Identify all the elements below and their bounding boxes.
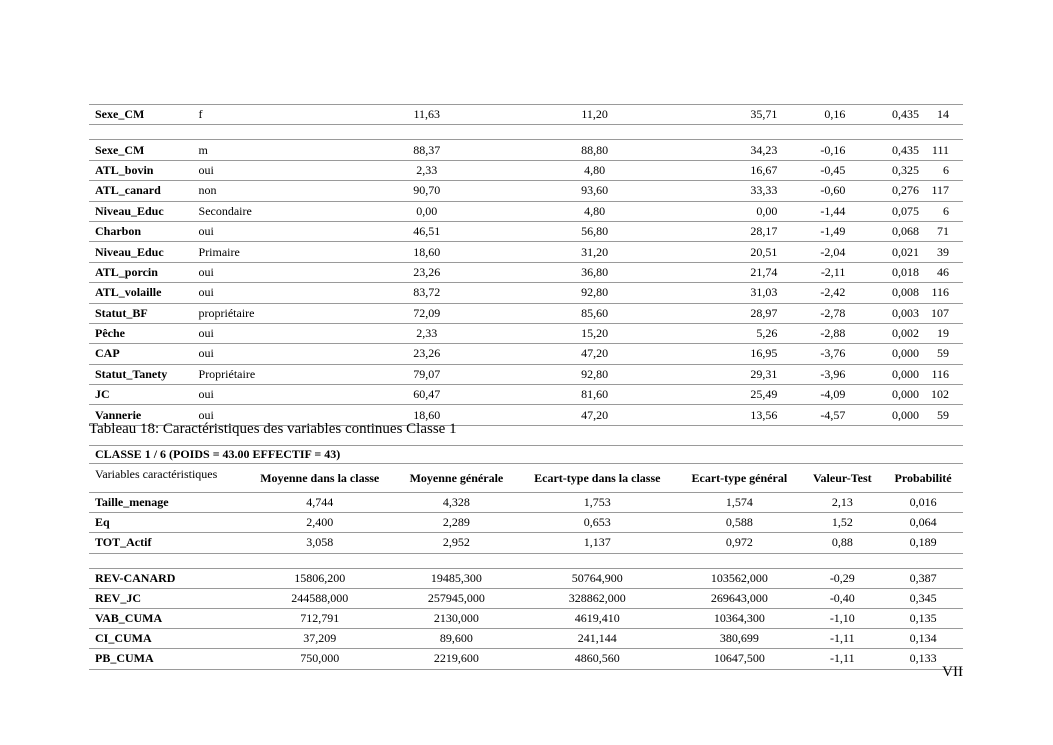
variable-name: Niveau_Educ bbox=[89, 242, 193, 262]
table-cell: 0,000 bbox=[851, 364, 925, 384]
table-cell: m bbox=[193, 140, 380, 160]
table-cell: 2,13 bbox=[802, 493, 884, 513]
table-cell: 117 bbox=[925, 181, 963, 201]
variable-name: Sexe_CM bbox=[89, 140, 193, 160]
variable-name: ATL_bovin bbox=[89, 160, 193, 180]
modalities-table bbox=[89, 104, 963, 426]
table-cell: 35,71 bbox=[715, 105, 783, 125]
table-cell: 28,17 bbox=[715, 221, 783, 241]
table-cell: 89,600 bbox=[395, 629, 517, 649]
table-cell: 33,33 bbox=[715, 181, 783, 201]
variable-name: TOT_Actif bbox=[89, 533, 244, 553]
table-cell: oui bbox=[193, 160, 380, 180]
variable-name: Sexe_CM bbox=[89, 105, 193, 125]
table-row bbox=[89, 533, 963, 553]
variable-name: ATL_volaille bbox=[89, 283, 193, 303]
table-cell: 29,31 bbox=[715, 364, 783, 384]
table-row bbox=[89, 649, 963, 669]
table-cell: 88,80 bbox=[474, 140, 715, 160]
table-cell: 0,075 bbox=[851, 201, 925, 221]
table-cell: 0,189 bbox=[883, 533, 963, 553]
table-cell: non bbox=[193, 181, 380, 201]
table-row bbox=[89, 588, 963, 608]
table-row bbox=[89, 283, 963, 303]
table-cell: 0,134 bbox=[883, 629, 963, 649]
table-row bbox=[89, 513, 963, 533]
table-cell: Propriétaire bbox=[193, 364, 380, 384]
table-cell: 4619,410 bbox=[517, 608, 677, 628]
table-cell: -2,04 bbox=[783, 242, 851, 262]
class-label: CLASSE 1 / 6 (POIDS = 43.00 EFFECTIF = 43) bbox=[89, 446, 963, 464]
table-cell: 47,20 bbox=[474, 344, 715, 364]
variable-name: REV-CANARD bbox=[89, 568, 244, 588]
table-cell: 18,60 bbox=[379, 242, 474, 262]
table-cell: 0,068 bbox=[851, 221, 925, 241]
table-cell: 15806,200 bbox=[244, 568, 395, 588]
variable-name: Eq bbox=[89, 513, 244, 533]
table-cell: f bbox=[193, 105, 380, 125]
table-cell: 4,328 bbox=[395, 493, 517, 513]
table-cell: 750,000 bbox=[244, 649, 395, 669]
table-cell: 2219,600 bbox=[395, 649, 517, 669]
variable-name: REV_JC bbox=[89, 588, 244, 608]
table-cell: 107 bbox=[925, 303, 963, 323]
table-row bbox=[89, 201, 963, 221]
table-cell: -0,60 bbox=[783, 181, 851, 201]
table-cell: 4860,560 bbox=[517, 649, 677, 669]
table-cell: 116 bbox=[925, 283, 963, 303]
variable-name: PB_CUMA bbox=[89, 649, 244, 669]
table-row bbox=[89, 262, 963, 282]
table-cell: 21,74 bbox=[715, 262, 783, 282]
table-row bbox=[89, 385, 963, 405]
table-row bbox=[89, 221, 963, 241]
table-cell: 16,95 bbox=[715, 344, 783, 364]
variable-name: Pêche bbox=[89, 323, 193, 343]
table-cell: 4,744 bbox=[244, 493, 395, 513]
table-cell: 0,133 bbox=[883, 649, 963, 669]
spacer-row bbox=[89, 125, 963, 140]
table-cell: 19 bbox=[925, 323, 963, 343]
spacer-cell bbox=[89, 553, 963, 568]
table-cell: 47,20 bbox=[474, 405, 715, 425]
table-cell: -1,11 bbox=[802, 649, 884, 669]
table-cell: 0,000 bbox=[851, 405, 925, 425]
table-cell: 20,51 bbox=[715, 242, 783, 262]
table-cell: 1,137 bbox=[517, 533, 677, 553]
table-cell: 93,60 bbox=[474, 181, 715, 201]
table-cell: 31,03 bbox=[715, 283, 783, 303]
table-cell: 0,003 bbox=[851, 303, 925, 323]
table-cell: 13,56 bbox=[715, 405, 783, 425]
table-cell: 269643,000 bbox=[677, 588, 801, 608]
variable-name: CI_CUMA bbox=[89, 629, 244, 649]
variable-name: Charbon bbox=[89, 221, 193, 241]
table-cell: 111 bbox=[925, 140, 963, 160]
table-cell: oui bbox=[193, 344, 380, 364]
table-cell: 241,144 bbox=[517, 629, 677, 649]
table-cell: -2,78 bbox=[783, 303, 851, 323]
column-header: Variables caractéristiques bbox=[89, 464, 244, 493]
table-cell: 0,002 bbox=[851, 323, 925, 343]
variable-name: CAP bbox=[89, 344, 193, 364]
continuous-variables-table bbox=[89, 445, 963, 670]
table-cell: -0,45 bbox=[783, 160, 851, 180]
table-cell: 36,80 bbox=[474, 262, 715, 282]
table-cell: 0,000 bbox=[851, 385, 925, 405]
table-cell: 0,653 bbox=[517, 513, 677, 533]
table-cell: 2,400 bbox=[244, 513, 395, 533]
table-cell: 6 bbox=[925, 201, 963, 221]
variable-name: Taille_menage bbox=[89, 493, 244, 513]
table-cell: 0,16 bbox=[783, 105, 851, 125]
table-cell: 79,07 bbox=[379, 364, 474, 384]
table-cell: 0,435 bbox=[851, 105, 925, 125]
table-cell: -0,16 bbox=[783, 140, 851, 160]
table-cell: 59 bbox=[925, 405, 963, 425]
column-header: Ecart-type général bbox=[677, 464, 801, 493]
table-cell: 2,289 bbox=[395, 513, 517, 533]
variable-name: ATL_porcin bbox=[89, 262, 193, 282]
table-row bbox=[89, 105, 963, 125]
table-cell: 0,135 bbox=[883, 608, 963, 628]
table-cell: 0,00 bbox=[715, 201, 783, 221]
table-cell: 14 bbox=[925, 105, 963, 125]
table-cell: 72,09 bbox=[379, 303, 474, 323]
table-cell: 46,51 bbox=[379, 221, 474, 241]
table-cell: -4,57 bbox=[783, 405, 851, 425]
table-cell: -1,49 bbox=[783, 221, 851, 241]
table-cell: 46 bbox=[925, 262, 963, 282]
table-row bbox=[89, 493, 963, 513]
table-cell: 60,47 bbox=[379, 385, 474, 405]
table-cell: 81,60 bbox=[474, 385, 715, 405]
table-cell: 0,972 bbox=[677, 533, 801, 553]
column-header: Ecart-type dans la classe bbox=[517, 464, 677, 493]
table-cell: 0,345 bbox=[883, 588, 963, 608]
table-cell: 3,058 bbox=[244, 533, 395, 553]
table-cell: 71 bbox=[925, 221, 963, 241]
table-cell: 0,018 bbox=[851, 262, 925, 282]
table-row bbox=[89, 160, 963, 180]
table-cell: Primaire bbox=[193, 242, 380, 262]
table-cell: 0,387 bbox=[883, 568, 963, 588]
table-cell: 15,20 bbox=[474, 323, 715, 343]
table-caption: Tableau 18: Caractéristiques des variables continues Classe 1 bbox=[89, 421, 457, 437]
table-row bbox=[89, 323, 963, 343]
table-cell: 1,574 bbox=[677, 493, 801, 513]
variable-name: Vannerie bbox=[89, 405, 193, 425]
table-cell: propriétaire bbox=[193, 303, 380, 323]
variable-name: Niveau_Educ bbox=[89, 201, 193, 221]
table-cell: 0,016 bbox=[883, 493, 963, 513]
table-cell: -1,44 bbox=[783, 201, 851, 221]
table-cell: 23,26 bbox=[379, 262, 474, 282]
table-cell: Secondaire bbox=[193, 201, 380, 221]
table-cell: 5,26 bbox=[715, 323, 783, 343]
table-cell: 92,80 bbox=[474, 283, 715, 303]
table-cell: oui bbox=[193, 221, 380, 241]
table-cell: oui bbox=[193, 283, 380, 303]
table-cell: 4,80 bbox=[474, 160, 715, 180]
table-cell: -3,76 bbox=[783, 344, 851, 364]
column-header: Valeur-Test bbox=[802, 464, 884, 493]
class-header-row bbox=[89, 446, 963, 464]
table-row bbox=[89, 608, 963, 628]
table-cell: 11,63 bbox=[379, 105, 474, 125]
page-number: VII bbox=[942, 664, 963, 680]
table-cell: 6 bbox=[925, 160, 963, 180]
table-cell: 37,209 bbox=[244, 629, 395, 649]
table-cell: 59 bbox=[925, 344, 963, 364]
table-cell: 4,80 bbox=[474, 201, 715, 221]
column-header-row bbox=[89, 464, 963, 493]
table-cell: -2,11 bbox=[783, 262, 851, 282]
table-cell: 0,021 bbox=[851, 242, 925, 262]
spacer-cell bbox=[89, 125, 963, 140]
table-cell: 23,26 bbox=[379, 344, 474, 364]
table-cell: -0,29 bbox=[802, 568, 884, 588]
table-cell: 88,37 bbox=[379, 140, 474, 160]
table-cell: 2,33 bbox=[379, 323, 474, 343]
table-cell: 11,20 bbox=[474, 105, 715, 125]
table-cell: 380,699 bbox=[677, 629, 801, 649]
table-cell: 0,008 bbox=[851, 283, 925, 303]
table-cell: -2,42 bbox=[783, 283, 851, 303]
table-cell: 90,70 bbox=[379, 181, 474, 201]
table-cell: oui bbox=[193, 323, 380, 343]
table-row bbox=[89, 181, 963, 201]
table-cell: 34,23 bbox=[715, 140, 783, 160]
table-cell: 2,952 bbox=[395, 533, 517, 553]
table-row bbox=[89, 344, 963, 364]
table-cell: 0,325 bbox=[851, 160, 925, 180]
table-cell: 0,435 bbox=[851, 140, 925, 160]
table-cell: 10364,300 bbox=[677, 608, 801, 628]
table-cell: 28,97 bbox=[715, 303, 783, 323]
column-header: Probabilité bbox=[883, 464, 963, 493]
table-cell: -1,10 bbox=[802, 608, 884, 628]
table-cell: 116 bbox=[925, 364, 963, 384]
table-cell: 0,88 bbox=[802, 533, 884, 553]
table-cell: 85,60 bbox=[474, 303, 715, 323]
variable-name: Statut_BF bbox=[89, 303, 193, 323]
table-row bbox=[89, 140, 963, 160]
table-cell: 0,276 bbox=[851, 181, 925, 201]
variable-name: Statut_Tanety bbox=[89, 364, 193, 384]
table-row bbox=[89, 242, 963, 262]
variable-name: VAB_CUMA bbox=[89, 608, 244, 628]
table-cell: 257945,000 bbox=[395, 588, 517, 608]
table-cell: 0,588 bbox=[677, 513, 801, 533]
table-cell: 102 bbox=[925, 385, 963, 405]
table-cell: 103562,000 bbox=[677, 568, 801, 588]
table-cell: 328862,000 bbox=[517, 588, 677, 608]
spacer-row bbox=[89, 553, 963, 568]
table-row bbox=[89, 568, 963, 588]
table-cell: 50764,900 bbox=[517, 568, 677, 588]
table-cell: 0,064 bbox=[883, 513, 963, 533]
table-cell: -3,96 bbox=[783, 364, 851, 384]
table-cell: 25,49 bbox=[715, 385, 783, 405]
column-header: Moyenne générale bbox=[395, 464, 517, 493]
table-cell: 16,67 bbox=[715, 160, 783, 180]
table-row bbox=[89, 364, 963, 384]
table-cell: -0,40 bbox=[802, 588, 884, 608]
table-cell: 10647,500 bbox=[677, 649, 801, 669]
table-cell: -4,09 bbox=[783, 385, 851, 405]
table-cell: oui bbox=[193, 405, 380, 425]
variable-name: ATL_canard bbox=[89, 181, 193, 201]
table-cell: 92,80 bbox=[474, 364, 715, 384]
table-cell: 712,791 bbox=[244, 608, 395, 628]
variable-name: JC bbox=[89, 385, 193, 405]
table-cell: 39 bbox=[925, 242, 963, 262]
table-row bbox=[89, 303, 963, 323]
table-cell: 56,80 bbox=[474, 221, 715, 241]
table-cell: 1,52 bbox=[802, 513, 884, 533]
table-cell: 2130,000 bbox=[395, 608, 517, 628]
table-cell: 2,33 bbox=[379, 160, 474, 180]
table-cell: 18,60 bbox=[379, 405, 474, 425]
table-cell: -1,11 bbox=[802, 629, 884, 649]
table-cell: 1,753 bbox=[517, 493, 677, 513]
table-cell: 0,00 bbox=[379, 201, 474, 221]
table-row bbox=[89, 629, 963, 649]
table-cell: 19485,300 bbox=[395, 568, 517, 588]
table-cell: -2,88 bbox=[783, 323, 851, 343]
table-cell: oui bbox=[193, 262, 380, 282]
table-cell: 31,20 bbox=[474, 242, 715, 262]
table-cell: 0,000 bbox=[851, 344, 925, 364]
table-cell: oui bbox=[193, 385, 380, 405]
table-cell: 83,72 bbox=[379, 283, 474, 303]
table-cell: 244588,000 bbox=[244, 588, 395, 608]
column-header: Moyenne dans la classe bbox=[244, 464, 395, 493]
